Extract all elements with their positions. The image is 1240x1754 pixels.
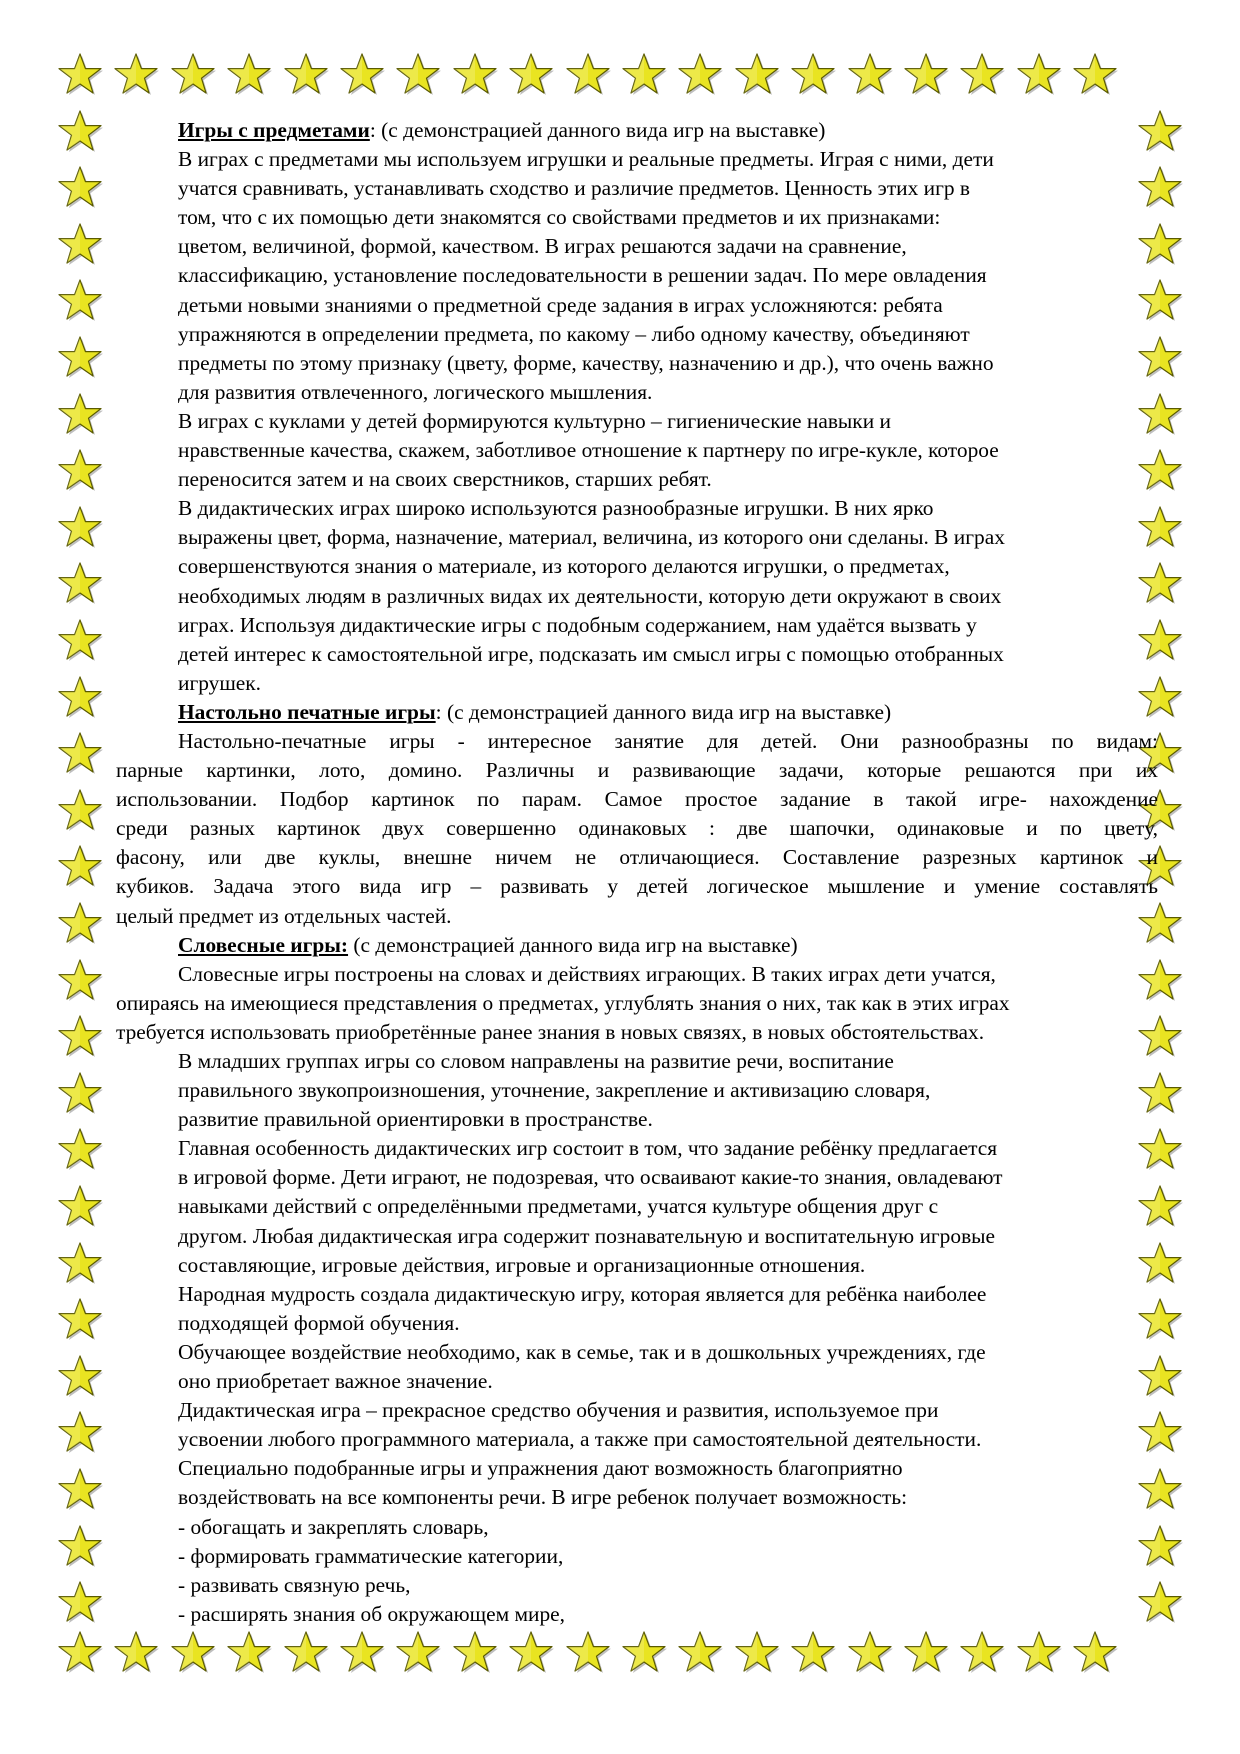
text-line: правильного звукопроизношения, уточнение, закрепление и активизацию словаря, bbox=[178, 1078, 931, 1103]
star-icon bbox=[845, 52, 895, 102]
list-item: - расширять знания об окружающем мире, bbox=[178, 1601, 565, 1626]
heading-rest: (с демонстрацией данного вида игр на выставке) bbox=[348, 932, 798, 957]
text-line: упражняются в определении предмета, по какому – либо одному качеству, объединяют bbox=[178, 321, 970, 346]
text-line: предметы по этому признаку (цвету, форме, качеству, назначению и др.), что очень важно bbox=[178, 350, 994, 375]
text-line: играх. Используя дидактические игры с подобным содержанием, нам удаётся вызвать у bbox=[178, 612, 977, 637]
star-icon bbox=[788, 52, 838, 102]
heading-title: Настольно печатные игры bbox=[178, 699, 436, 724]
star-icon bbox=[55, 1184, 105, 1234]
text-line: целый предмет из отдельных частей. bbox=[116, 903, 452, 928]
star-icon bbox=[55, 1071, 105, 1121]
star-icon bbox=[55, 392, 105, 442]
text-line: В играх с куклами у детей формируются культурно – гигиенические навыки и bbox=[178, 408, 891, 433]
text-line: Обучающее воздействие необходимо, как в семье, так и в дошкольных учреждениях, где bbox=[178, 1339, 986, 1364]
section-heading-objects bbox=[116, 116, 1158, 145]
star-icon bbox=[957, 1630, 1007, 1680]
star-icon bbox=[55, 958, 105, 1008]
text-line: оно приобретает важное значение. bbox=[178, 1369, 493, 1394]
text-line: В играх с предметами мы используем игрушки и реальные предметы. Играя с ними, дети bbox=[178, 147, 994, 172]
text-line: нравственные качества, скажем, заботливое отношение к партнеру по игре-кукле, которое bbox=[178, 438, 999, 463]
star-icon bbox=[55, 1241, 105, 1291]
star-icon bbox=[224, 1630, 274, 1680]
star-icon bbox=[732, 52, 782, 102]
text-line: игрушек. bbox=[178, 670, 262, 695]
star-icon bbox=[55, 52, 105, 102]
star-icon bbox=[55, 1297, 105, 1347]
text-line: парные картинки, лото, домино. Различны и развивающие задачи, которые решаются при их bbox=[116, 758, 1158, 783]
heading-rest: : (с демонстрацией данного вида игр на выставке) bbox=[435, 699, 892, 724]
document-body bbox=[116, 116, 1158, 1629]
text-line: использовании. Подбор картинок по парам. Самое простое задание в такой игре- нахождение bbox=[116, 787, 1158, 812]
star-icon bbox=[1070, 1630, 1120, 1680]
star-icon bbox=[55, 109, 105, 159]
section-objects-body bbox=[116, 145, 1158, 698]
star-icon bbox=[55, 844, 105, 894]
text-line: Дидактическая игра – прекрасное средство обучения и развития, используемое при bbox=[178, 1398, 939, 1423]
star-icon bbox=[845, 1630, 895, 1680]
text-line: Словесные игры построены на словах и действиях играющих. В таких играх дети учатся, bbox=[178, 961, 996, 986]
star-icon bbox=[281, 52, 331, 102]
text-line: детей интерес к самостоятельной игре, подсказать им смысл игры с помощью отобранных bbox=[178, 641, 1004, 666]
star-icon bbox=[450, 52, 500, 102]
star-icon bbox=[55, 788, 105, 838]
text-line: подходящей формой обучения. bbox=[178, 1310, 460, 1335]
star-icon bbox=[506, 52, 556, 102]
star-icon bbox=[506, 1630, 556, 1680]
star-icon bbox=[55, 1467, 105, 1517]
text-line: составляющие, игровые действия, игровые и организационные отношения. bbox=[178, 1252, 866, 1277]
star-icon bbox=[901, 1630, 951, 1680]
section-heading-board bbox=[116, 698, 1158, 727]
star-icon bbox=[55, 1354, 105, 1404]
star-icon bbox=[55, 901, 105, 951]
star-icon bbox=[337, 1630, 387, 1680]
star-icon bbox=[55, 561, 105, 611]
star-icon bbox=[224, 52, 274, 102]
heading-title: Словесные игры: bbox=[178, 932, 349, 957]
star-icon bbox=[111, 52, 161, 102]
text-line: опираясь на имеющиеся представления о предметах, углублять знания о них, так как в этих играх bbox=[116, 990, 1010, 1015]
text-line: совершенствуются знания о материале, из которого делаются игрушки, о предметах, bbox=[178, 554, 950, 579]
text-line: Специально подобранные игры и упражнения дают возможность благоприятно bbox=[178, 1456, 903, 1481]
text-line: В младших группах игры со словом направлены на развитие речи, воспитание bbox=[178, 1049, 894, 1073]
list-item: - формировать грамматические категории, bbox=[178, 1543, 564, 1568]
text-line: другом. Любая дидактическая игра содержит познавательную и воспитательную игровые bbox=[178, 1223, 996, 1248]
star-icon bbox=[675, 1630, 725, 1680]
star-icon bbox=[111, 1630, 161, 1680]
star-icon bbox=[55, 1127, 105, 1177]
star-icon bbox=[1014, 52, 1064, 102]
star-icon bbox=[168, 52, 218, 102]
star-icon bbox=[55, 505, 105, 555]
list-item: - развивать связную речь, bbox=[178, 1572, 411, 1597]
text-line: воздействовать на все компоненты речи. В игре ребенок получает возможность: bbox=[178, 1485, 908, 1510]
text-line: детьми новыми знаниями о предметной среде задания в играх усложняются: ребята bbox=[178, 292, 943, 317]
text-line: среди разных картинок двух совершенно одинаковых : две шапочки, одинаковые и по цвету, bbox=[116, 816, 1158, 841]
text-line: фасону, или две куклы, внешне ничем не отличающиеся. Составление разрезных картинок и bbox=[116, 845, 1158, 870]
star-icon bbox=[1070, 52, 1120, 102]
text-line: требуется использовать приобретённые ранее знания в новых связях, в новых обстоятельствах. bbox=[116, 1019, 985, 1044]
star-icon bbox=[55, 1410, 105, 1460]
star-icon bbox=[393, 1630, 443, 1680]
star-icon bbox=[675, 52, 725, 102]
star-icon bbox=[55, 1630, 105, 1680]
section-verbal-body bbox=[116, 1047, 1158, 1629]
text-line: Настольно-печатные игры - интересное занятие для детей. Они разнообразны по видам: bbox=[178, 728, 1158, 753]
text-line: классификацию, установление последовательности в решении задач. По мере овладения bbox=[178, 263, 987, 288]
text-line: переносится затем и на своих сверстников, старших ребят. bbox=[178, 467, 712, 492]
text-line: цветом, величиной, формой, качеством. В играх решаются задачи на сравнение, bbox=[178, 234, 907, 259]
text-line: необходимых людям в различных видах их деятельности, которую дети окружают в своих bbox=[178, 583, 1002, 608]
text-line: развитие правильной ориентировки в пространстве. bbox=[178, 1107, 653, 1132]
section-heading-verbal bbox=[116, 931, 1158, 960]
text-line: выражены цвет, форма, назначение, материал, величина, из которого они сделаны. В играх bbox=[178, 525, 1005, 550]
star-icon bbox=[168, 1630, 218, 1680]
star-icon bbox=[788, 1630, 838, 1680]
star-icon bbox=[1014, 1630, 1064, 1680]
star-icon bbox=[393, 52, 443, 102]
text-line: навыками действий с определёнными предметами, учатся культуре общения друг с bbox=[178, 1194, 939, 1219]
text-line: Главная особенность дидактических игр состоит в том, что задание ребёнку предлагается bbox=[178, 1136, 998, 1161]
star-icon bbox=[563, 52, 613, 102]
star-icon bbox=[55, 618, 105, 668]
star-icon bbox=[55, 222, 105, 272]
heading-rest: : (с демонстрацией данного вида игр на выставке) bbox=[369, 118, 826, 142]
text-line: учатся сравнивать, устанавливать сходство и различие предметов. Ценность этих игр в bbox=[178, 176, 971, 201]
text-line: том, что с их помощью дети знакомятся со свойствами предметов и их признаками: bbox=[178, 205, 941, 230]
star-icon bbox=[55, 1524, 105, 1574]
text-line: В дидактических играх широко используются разнообразные игрушки. В них ярко bbox=[178, 496, 934, 521]
star-icon bbox=[55, 675, 105, 725]
text-line: усвоении любого программного материала, а также при самостоятельной деятельности. bbox=[178, 1427, 982, 1452]
star-icon bbox=[281, 1630, 331, 1680]
star-icon bbox=[55, 448, 105, 498]
text-line: кубиков. Задача этого вида игр – развивать у детей логическое мышление и умение составлять bbox=[116, 874, 1158, 899]
star-icon bbox=[619, 1630, 669, 1680]
star-icon bbox=[337, 52, 387, 102]
star-icon bbox=[55, 1014, 105, 1064]
star-icon bbox=[450, 1630, 500, 1680]
text-line: для развития отвлеченного, логического мышления. bbox=[178, 379, 653, 404]
text-line: в игровой форме. Дети играют, не подозревая, что осваивают какие-то знания, овладевают bbox=[178, 1165, 1003, 1190]
star-icon bbox=[732, 1630, 782, 1680]
star-icon bbox=[55, 335, 105, 385]
star-icon bbox=[957, 52, 1007, 102]
text-line: Народная мудрость создала дидактическую игру, которая является для ребёнка наиболее bbox=[178, 1281, 987, 1306]
star-icon bbox=[55, 165, 105, 215]
star-icon bbox=[55, 1580, 105, 1630]
star-icon bbox=[55, 731, 105, 781]
star-icon bbox=[901, 52, 951, 102]
star-icon bbox=[619, 52, 669, 102]
star-icon bbox=[563, 1630, 613, 1680]
heading-title: Игры с предметами bbox=[178, 118, 370, 142]
star-icon bbox=[55, 278, 105, 328]
list-item: - обогащать и закреплять словарь, bbox=[178, 1514, 489, 1539]
